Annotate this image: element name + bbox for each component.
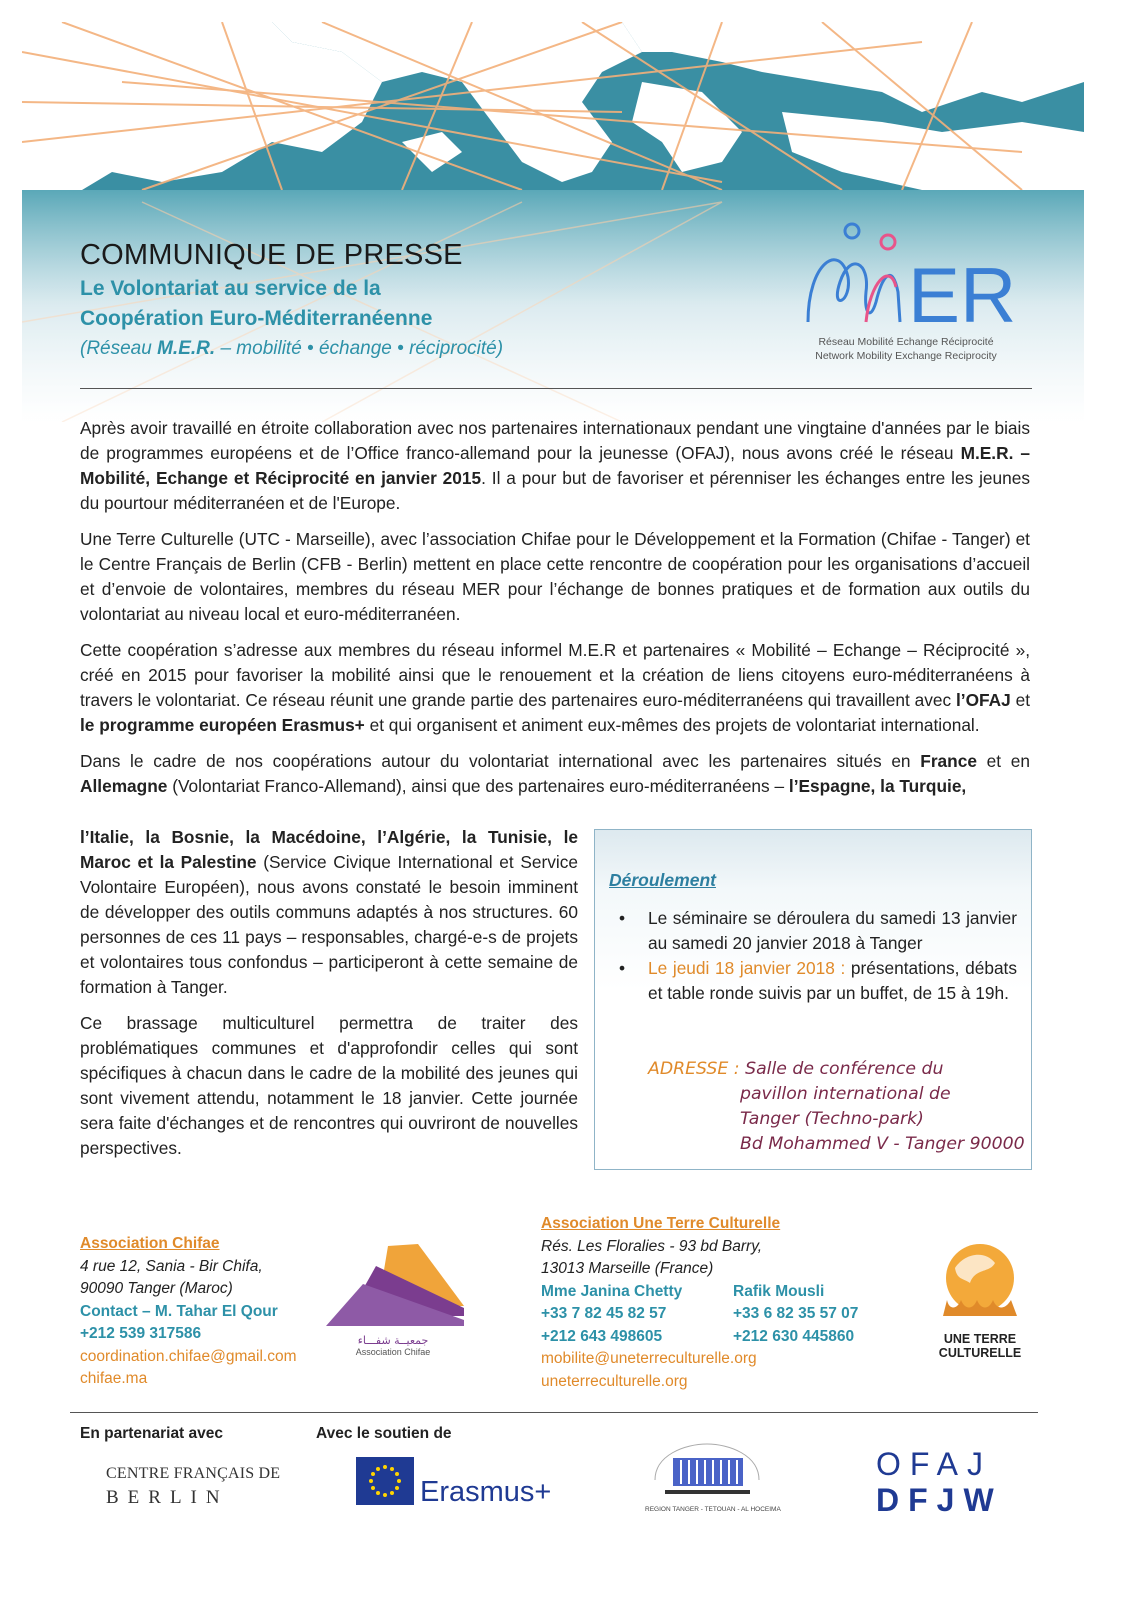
support-label: Avec le soutien de bbox=[316, 1425, 452, 1442]
utc-website-link[interactable]: uneterreculturelle.org bbox=[541, 1372, 688, 1390]
footer-divider bbox=[70, 1412, 1038, 1413]
chifae-name: Association Chifae bbox=[80, 1235, 220, 1252]
schedule-item-1: • Le séminaire se déroulera du samedi 13 janvier au samedi 20 janvier 2018 à Tanger bbox=[619, 908, 1017, 953]
paragraph-3: Cette coopération s’adresse aux membres du réseau informel M.E.R et partenaires « Mobilité – Echange – Réciprocité », créé en 2015 pour favoriser la mobilité ainsi que le renouement et la création de liens citoyens euro-méditerranéens à travers le volontariat. Ce réseau réunit une grande partie des partenaires euro-méditerranéens qui travaillent avec l’OFAJ et le programme européen Erasmus+ et qui organisent et animent eux-mêmes des projets de volontariat international. bbox=[80, 640, 1031, 735]
utc-person-2: Rafik Mousli +33 6 82 35 57 07 +212 630 445860 bbox=[733, 1282, 859, 1345]
contact-chifae: Association Chifae 4 rue 12, Sania - Bir Chifa, 90090 Tanger (Maroc) Contact – M. Tahar El Qour +212 539 317586 coordination.chifae@gmail.com chifae.ma bbox=[80, 1233, 296, 1391]
subtitle-line-2: Coopération Euro-Méditerranéenne bbox=[80, 307, 433, 330]
address-block: ADRESSE : Salle de conférence du pavillon international de Tanger (Techno-park) Bd Mohammed V - Tanger 90000 bbox=[648, 1059, 1025, 1154]
partners-label: En partenariat avec bbox=[80, 1425, 224, 1442]
page-title: COMMUNIQUE DE PRESSE bbox=[80, 239, 463, 271]
paragraph-5: Ce brassage multiculturel permettra de traiter des problématiques communes et d'approfondir celles qui sont spécifiques à chacun dans le cadre de la mobilité des jeunes qui sont vivement attendu, notamment le 18 janvier. Cette journée sera faite d'échanges et de rencontres qui ouvriront de nouvelles perspectives. bbox=[80, 1013, 578, 1158]
mer-caption bbox=[796, 335, 1016, 363]
tagline: (Réseau M.E.R. – mobilité • échange • réciprocité) bbox=[80, 338, 504, 359]
schedule-list bbox=[615, 906, 1017, 1006]
utc-name: Association Une Terre Culturelle bbox=[541, 1215, 781, 1232]
header-text-block bbox=[80, 236, 700, 364]
paragraph-4-intro: Dans le cadre de nos coopérations autour du volontariat international avec les partenaires situés en France et en Allemagne (Volontariat Franco-Allemand), ainsi que des partenaires euro-méditerranéens – l’Espagne, la Turquie, bbox=[80, 751, 1030, 796]
mer-caption-fr: Réseau Mobilité Echange Réciprocité bbox=[818, 336, 994, 348]
globe-people-icon bbox=[935, 1238, 1025, 1328]
chifae-website-link[interactable]: chifae.ma bbox=[80, 1370, 148, 1387]
utc-logo: UNE TERRE CULTURELLE bbox=[935, 1238, 1025, 1388]
eu-flag-icon bbox=[356, 1457, 414, 1505]
schedule-title: Déroulement bbox=[609, 870, 716, 890]
mer-caption-en: Network Mobility Exchange Reciprocity bbox=[815, 350, 997, 362]
region-emblem-icon bbox=[645, 1440, 770, 1502]
paragraph-2: Une Terre Culturelle (UTC - Marseille), avec l’association Chifae pour le Développement et la Formation (Chifae - Tanger) et le Centre Français de Berlin (CFB - Berlin) mettent en place cette rencontre de coopération pour les organisations d’accueil et d’envoie de volontaires, membres du réseau MER pour l’échange de bonnes pratiques et de formation aux outils du volontariat au niveau local et euro-méditerranéen. bbox=[80, 529, 1030, 624]
mer-figures-icon bbox=[800, 222, 1015, 334]
chifae-logo: جمعيــة شفـــاء Association Chifae bbox=[318, 1244, 468, 1364]
schedule-item-2: • Le jeudi 18 janvier 2018 : présentations, débats et table ronde suivis par un buffet, de 15 à 19h. bbox=[619, 958, 1017, 1003]
utc-person-1: Mme Janina Chetty +33 7 82 45 82 57 +212 643 498605 bbox=[541, 1282, 683, 1345]
body-full-width bbox=[80, 416, 1030, 799]
erasmus-logo-text: Erasmus+ bbox=[420, 1476, 552, 1508]
chifae-pyramid-icon bbox=[318, 1244, 468, 1328]
paragraph-4-continued: l’Italie, la Bosnie, la Macédoine, l’Algérie, la Tunisie, le Maroc et la Palestine (Service Civique International et Service Volontaire Européen), nous avons constaté le besoin imminent de développer des outils communs adaptés à nos structures. 60 personnes de ces 11 pays – responsables, chargé-e-s de projets et volontaires tous confondus – participeront à cette semaine de formation à Tanger. bbox=[80, 827, 579, 997]
region-logo: REGION TANGER - TETOUAN - AL HOCEIMA bbox=[645, 1440, 770, 1525]
utc-email-link[interactable]: mobilite@uneterreculturelle.org bbox=[541, 1350, 757, 1367]
ofaj-logo: OFAJ DFJW bbox=[876, 1446, 1003, 1518]
svg-text:ER: ER bbox=[908, 251, 1015, 334]
subtitle-line-1: Le Volontariat au service de la bbox=[80, 277, 381, 300]
chifae-email-link[interactable]: coordination.chifae@gmail.com bbox=[80, 1347, 297, 1365]
contact-utc: Association Une Terre Culturelle Rés. Les Floralies - 93 bd Barry, 13013 Marseille (France) Mme Janina Chetty +33 7 82 45 82 57 +212 643 498605 Rafik Mousli +33 6 82 35 57 07 +212 630 445860 mobilite@uneterreculturelle.org uneterreculturelle.org bbox=[541, 1213, 858, 1393]
body-left-column bbox=[80, 825, 578, 1172]
paragraph-1: Après avoir travaillé en étroite collaboration avec nos partenaires internationaux pendant une vingtaine d'années par le biais de programmes européens et de l’Office franco-allemand pour la jeunesse (OFAJ), nous avons créé le réseau M.E.R. – Mobilité, Echange et Réciprocité en janvier 2015. Il a pour but de favoriser et pérenniser les échanges entre les jeunes du pourtour méditerranéen et de l'Europe. bbox=[80, 418, 1031, 513]
schedule-box bbox=[594, 829, 1032, 1170]
header-divider bbox=[80, 388, 1032, 389]
cfb-logo: CENTRE FRANÇAIS DE BERLIN bbox=[106, 1465, 281, 1508]
